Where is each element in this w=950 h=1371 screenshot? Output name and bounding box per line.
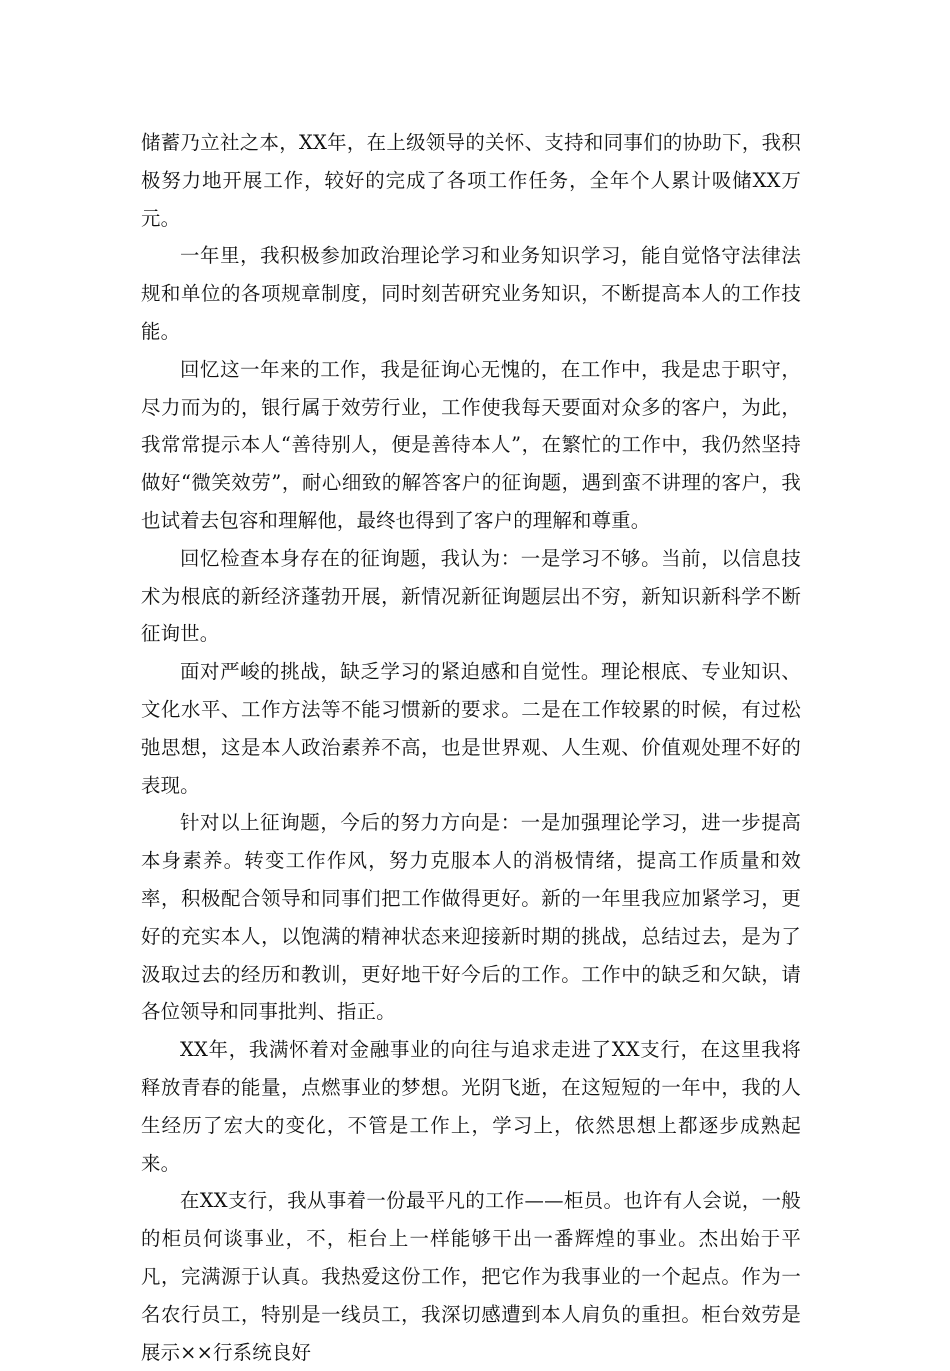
paragraph-improvement: 针对以上征询题，今后的努力方向是：一是加强理论学习，进一步提高本身素养。转变工作作风，努力克服本人的消极情绪，提高工作质量和效率，积极配合领导和同事们把工作做得更好。新的一年里我应加紧学习，更好的充实本人，以饱满的精神状态来迎接新时期的挑战，总结过去，是为了汲取过去的经历和教训，更好地干好今后的工作。工作中的缺乏和欠缺，请各位领导和同事批判、指正。 (141, 811, 801, 1024)
document-body (141, 124, 801, 1371)
paragraph-problems: 回忆检查本身存在的征询题，我认为：一是学习不够。当前，以信息技术为根底的新经济蓬勃开展，新情况新征询题层出不穷，新知识新科学不断征询世。 (141, 546, 801, 646)
paragraph-work-review: 回忆这一年来的工作，我是征询心无愧的，在工作中，我是忠于职守，尽力而为的，银行属于效劳行业，工作使我每天要面对众多的客户，为此，我常常提示本人“善待别人，便是善待本人”，在繁忙的工作中，我仍然坚持做好“微笑效劳”，耐心细致的解答客户的征询题，遇到蛮不讲理的客户，我也试着去包容和理解他，最终也得到了客户的理解和尊重。 (141, 357, 801, 532)
paragraph-career-start: XX年，我满怀着对金融事业的向往与追求走进了XX支行，在这里我将释放青春的能量，点燃事业的梦想。光阴飞逝，在这短短的一年中，我的人生经历了宏大的变化，不管是工作上，学习上，依然思想上都逐步成熟起来。 (141, 1038, 801, 1175)
paragraph-teller-role: 在XX支行，我从事着一份最平凡的工作——柜员。也许有人会说，一般的柜员何谈事业，不，柜台上一样能够干出一番辉煌的事业。杰出始于平凡，完满源于认真。我热爱这份工作，把它作为我事业的一个起点。作为一名农行员工，特别是一线员工，我深切感遭到本人肩负的重担。柜台效劳是展示××行系统良好 (141, 1189, 801, 1364)
paragraph-savings-intro: 储蓄乃立社之本，XX年，在上级领导的关怀、支持和同事们的协助下，我积极努力地开展工作，较好的完成了各项工作任务，全年个人累计吸储XX万元。 (141, 131, 801, 230)
paragraph-challenges: 面对严峻的挑战，缺乏学习的紧迫感和自觉性。理论根底、专业知识、文化水平、工作方法等不能习惯新的要求。二是在工作较累的时候，有过松弛思想，这是本人政治素养不高，也是世界观、人生观、价值观处理不好的表现。 (141, 660, 801, 797)
paragraph-study: 一年里，我积极参加政治理论学习和业务知识学习，能自觉恪守法律法规和单位的各项规章制度，同时刻苦研究业务知识，不断提高本人的工作技能。 (141, 244, 801, 343)
